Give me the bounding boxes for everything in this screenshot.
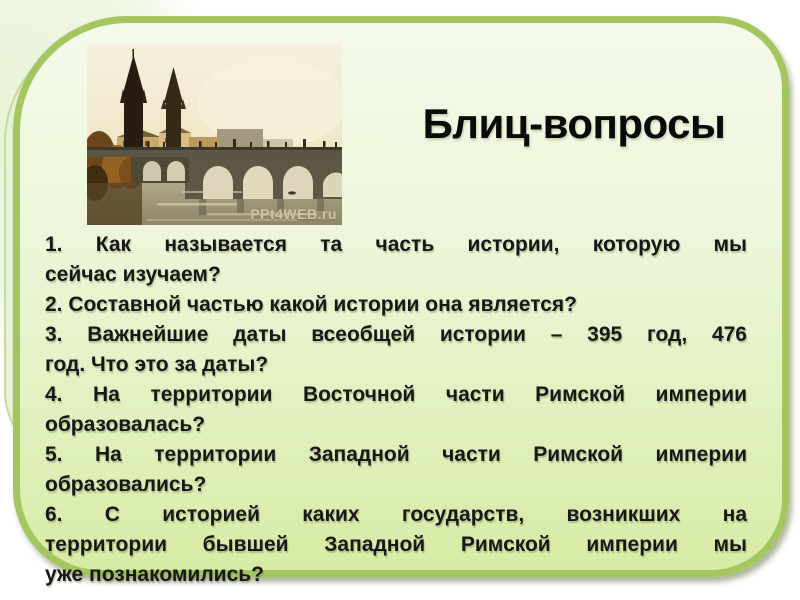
question-line: 3. Важнейшие даты всеобщей истории – 395 год, 476 — [45, 323, 747, 346]
question-line: образовалась? — [45, 413, 206, 436]
photo-watermark: PPt4WEB.ru — [250, 206, 337, 222]
question-line: 5. На территории Западной части Римской империи — [45, 443, 747, 466]
question-line: 6. С историей каких государств, возникших на — [45, 503, 747, 526]
question-line: территории бывшей Западной Римской империи мы — [45, 533, 747, 556]
question-line: образовались? — [45, 473, 207, 496]
question-line: 2. Составной частью какой истории она является? — [45, 293, 577, 316]
question-line: 4. На территории Восточной части Римской империи — [45, 383, 747, 406]
small-boat — [288, 191, 296, 194]
slide-title: Блиц-вопросы — [422, 100, 726, 147]
questions-text-block — [45, 230, 747, 590]
question-line: год. Что это за даты? — [45, 353, 269, 376]
question-line: 1. Как называется та часть истории, которую мы — [45, 233, 747, 256]
bridge-scene — [87, 43, 342, 225]
question-line: уже познакомились? — [45, 563, 264, 586]
charles-bridge-photo — [87, 43, 342, 225]
question-line: сейчас изучаем? — [45, 263, 221, 286]
